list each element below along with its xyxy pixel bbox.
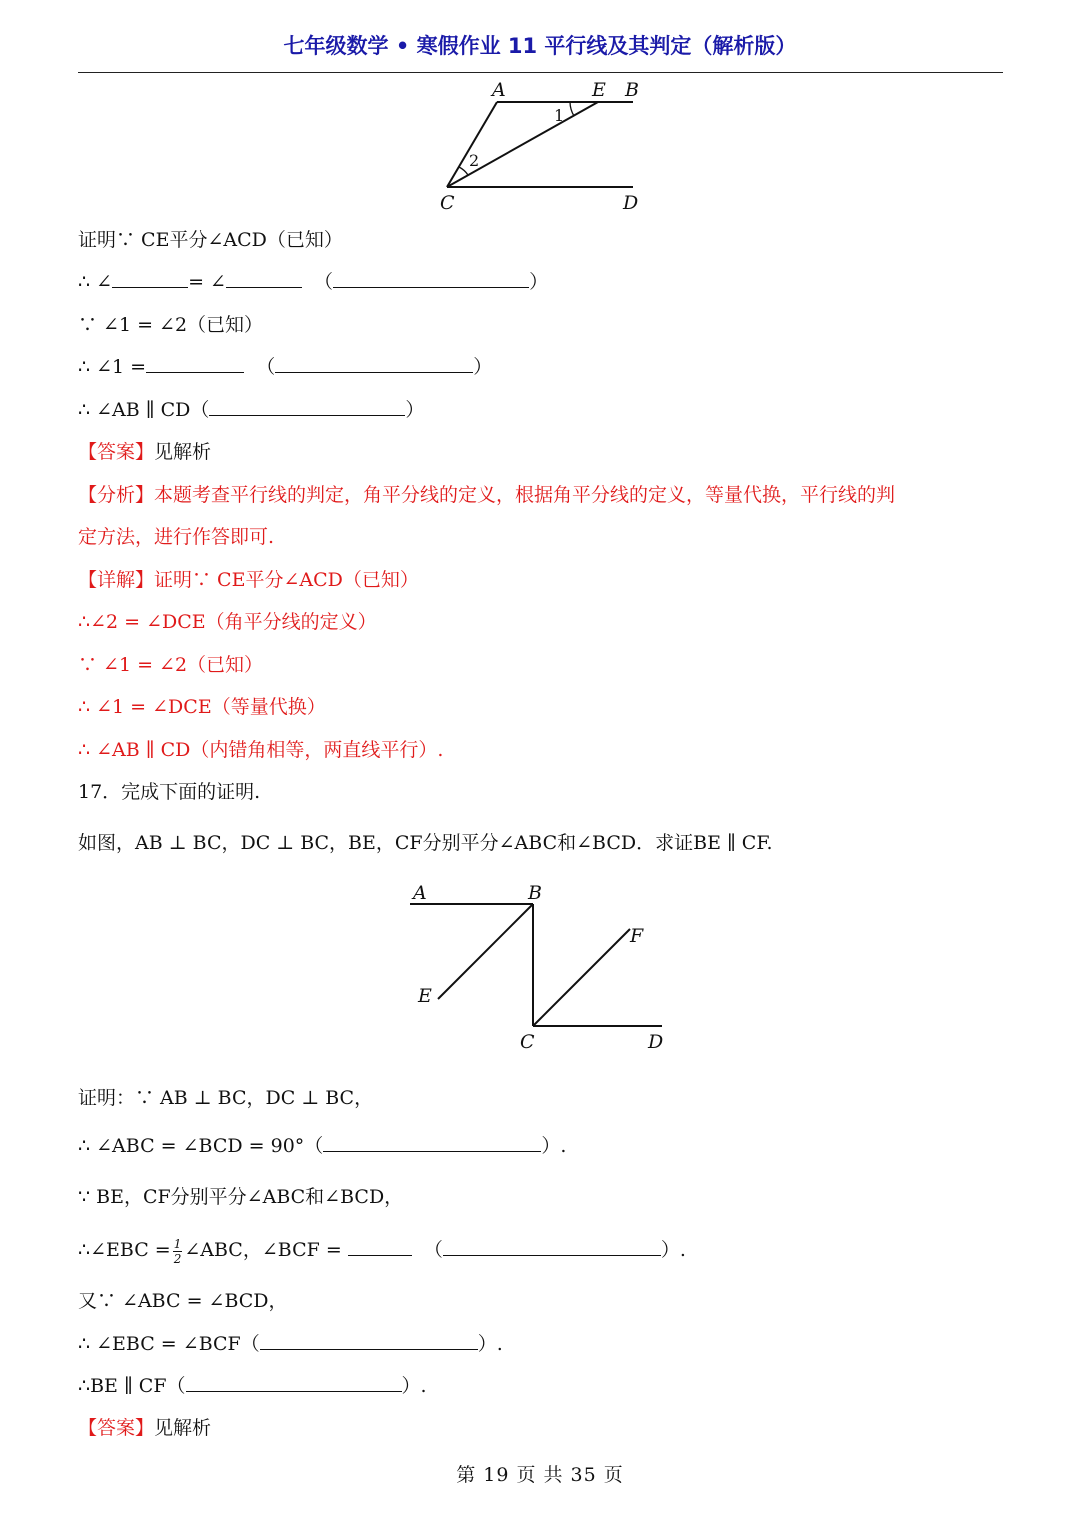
proof2-line-2 [78,1132,566,1160]
fraction-denominator: 2 [173,1251,182,1266]
label-E: E [418,985,432,1007]
fraction-numerator: 1 [173,1236,182,1251]
text: ∴ ∠1 = [78,356,147,378]
label-F: F [630,925,644,947]
text: ） [405,399,425,421]
detail-line-3: ∵ ∠1 = ∠2（已知） [78,654,264,676]
label-C: C [440,192,455,214]
text: ∴ ∠EBC = ∠BCF（ [78,1333,260,1355]
answer-tag: 【答案】 [78,441,155,463]
blank-reason[interactable] [275,354,473,373]
analysis-line-2: 定方法，进行作答即可. [78,526,275,548]
text: ）. [401,1375,427,1397]
blank-reason[interactable] [209,397,405,416]
text: ∠ABC，∠BCF = [184,1239,342,1261]
text: ∴ ∠ABC = ∠BCD = 90°（ [78,1135,324,1157]
label-A: A [492,79,506,101]
proof1-line-5 [78,396,424,424]
answer-text: 见解析 [154,441,212,463]
text: （ [314,271,334,293]
proof1-line-1: 证明∵ CE平分∠ACD（已知） [78,229,343,251]
blank-angle-b[interactable] [226,269,302,288]
angle-2-arc [459,167,468,175]
label-E: E [592,79,606,101]
blank-angle-a[interactable] [112,269,188,288]
text: ）. [541,1135,567,1157]
blank-reason[interactable] [260,1331,478,1350]
label-angle-2: 2 [469,151,480,170]
proof2-line-6 [78,1330,503,1358]
figure-1-parallel-lines [420,76,660,216]
label-D: D [623,192,639,214]
text: = ∠ [188,271,226,293]
problem-17-title: 17．完成下面的证明. [78,781,261,803]
detail-line-1 [78,566,419,594]
text: ∴ ∠ [78,271,113,293]
proof2-line-1: 证明：∵ AB ⊥ BC，DC ⊥ BC， [78,1087,374,1109]
text: ∴ ∠AB ∥ CD（ [78,399,210,421]
analysis-line-1 [78,481,895,509]
detail-text: 证明∵ CE平分∠ACD（已知） [154,569,419,591]
answer-tag: 【答案】 [78,1417,155,1439]
text: ） [529,271,549,293]
page-footer: 第 19 页 共 35 页 [456,1464,624,1486]
label-A: A [413,882,427,904]
proof2-line-4 [78,1236,686,1266]
detail-line-4: ∴ ∠1 = ∠DCE（等量代换） [78,696,326,718]
text: （ [256,356,276,378]
text: （ [423,1239,443,1261]
proof2-line-7 [78,1372,427,1400]
analysis-text: 本题考查平行线的判定，角平分线的定义，根据角平分线的定义，等量代换，平行线的判 [154,484,896,506]
blank-angle[interactable] [146,354,244,373]
segment-CF [533,929,630,1026]
angle-1-arc [570,102,574,116]
blank-reason[interactable] [333,269,529,288]
text: ∴BE ∥ CF（ [78,1375,186,1397]
segment-AC [447,102,497,187]
detail-line-5: ∴ ∠AB ∥ CD（内错角相等，两直线平行）. [78,739,444,761]
fraction-one-half [173,1237,183,1266]
text: ）. [477,1333,503,1355]
header-divider [78,72,1003,73]
proof1-line-4 [78,353,492,381]
blank-angle[interactable] [348,1237,412,1256]
label-C: C [520,1031,535,1053]
figure-2-zigzag [400,876,680,1056]
label-D: D [648,1031,664,1053]
label-B: B [625,79,639,101]
answer1-line [78,438,211,466]
detail-line-2: ∴∠2 = ∠DCE（角平分线的定义） [78,611,377,633]
proof2-line-3: ∵ BE，CF分别平分∠ABC和∠BCD， [78,1186,404,1208]
text: ∴∠EBC = [78,1239,171,1261]
proof1-line-2 [78,268,548,296]
blank-reason[interactable] [186,1373,402,1392]
blank-reason[interactable] [443,1237,661,1256]
segment-CE [447,102,598,187]
answer2-line [78,1414,211,1442]
label-B: B [528,882,542,904]
problem-17-statement: 如图，AB ⊥ BC，DC ⊥ BC，BE，CF分别平分∠ABC和∠BCD．求证BE ∥ CF. [78,832,773,854]
text: ） [473,356,493,378]
segment-BE [438,904,533,999]
proof1-line-3: ∵ ∠1 = ∠2（已知） [78,314,264,336]
answer-text: 见解析 [154,1417,212,1439]
text: ）. [660,1239,686,1261]
blank-reason[interactable] [323,1133,541,1152]
page-header-title: 七年级数学 • 寒假作业 11 平行线及其判定（解析版） [283,34,797,58]
label-angle-1: 1 [554,106,565,125]
proof2-line-5: 又∵ ∠ABC = ∠BCD， [78,1290,288,1312]
detail-tag: 【详解】 [78,569,155,591]
analysis-tag: 【分析】 [78,484,155,506]
